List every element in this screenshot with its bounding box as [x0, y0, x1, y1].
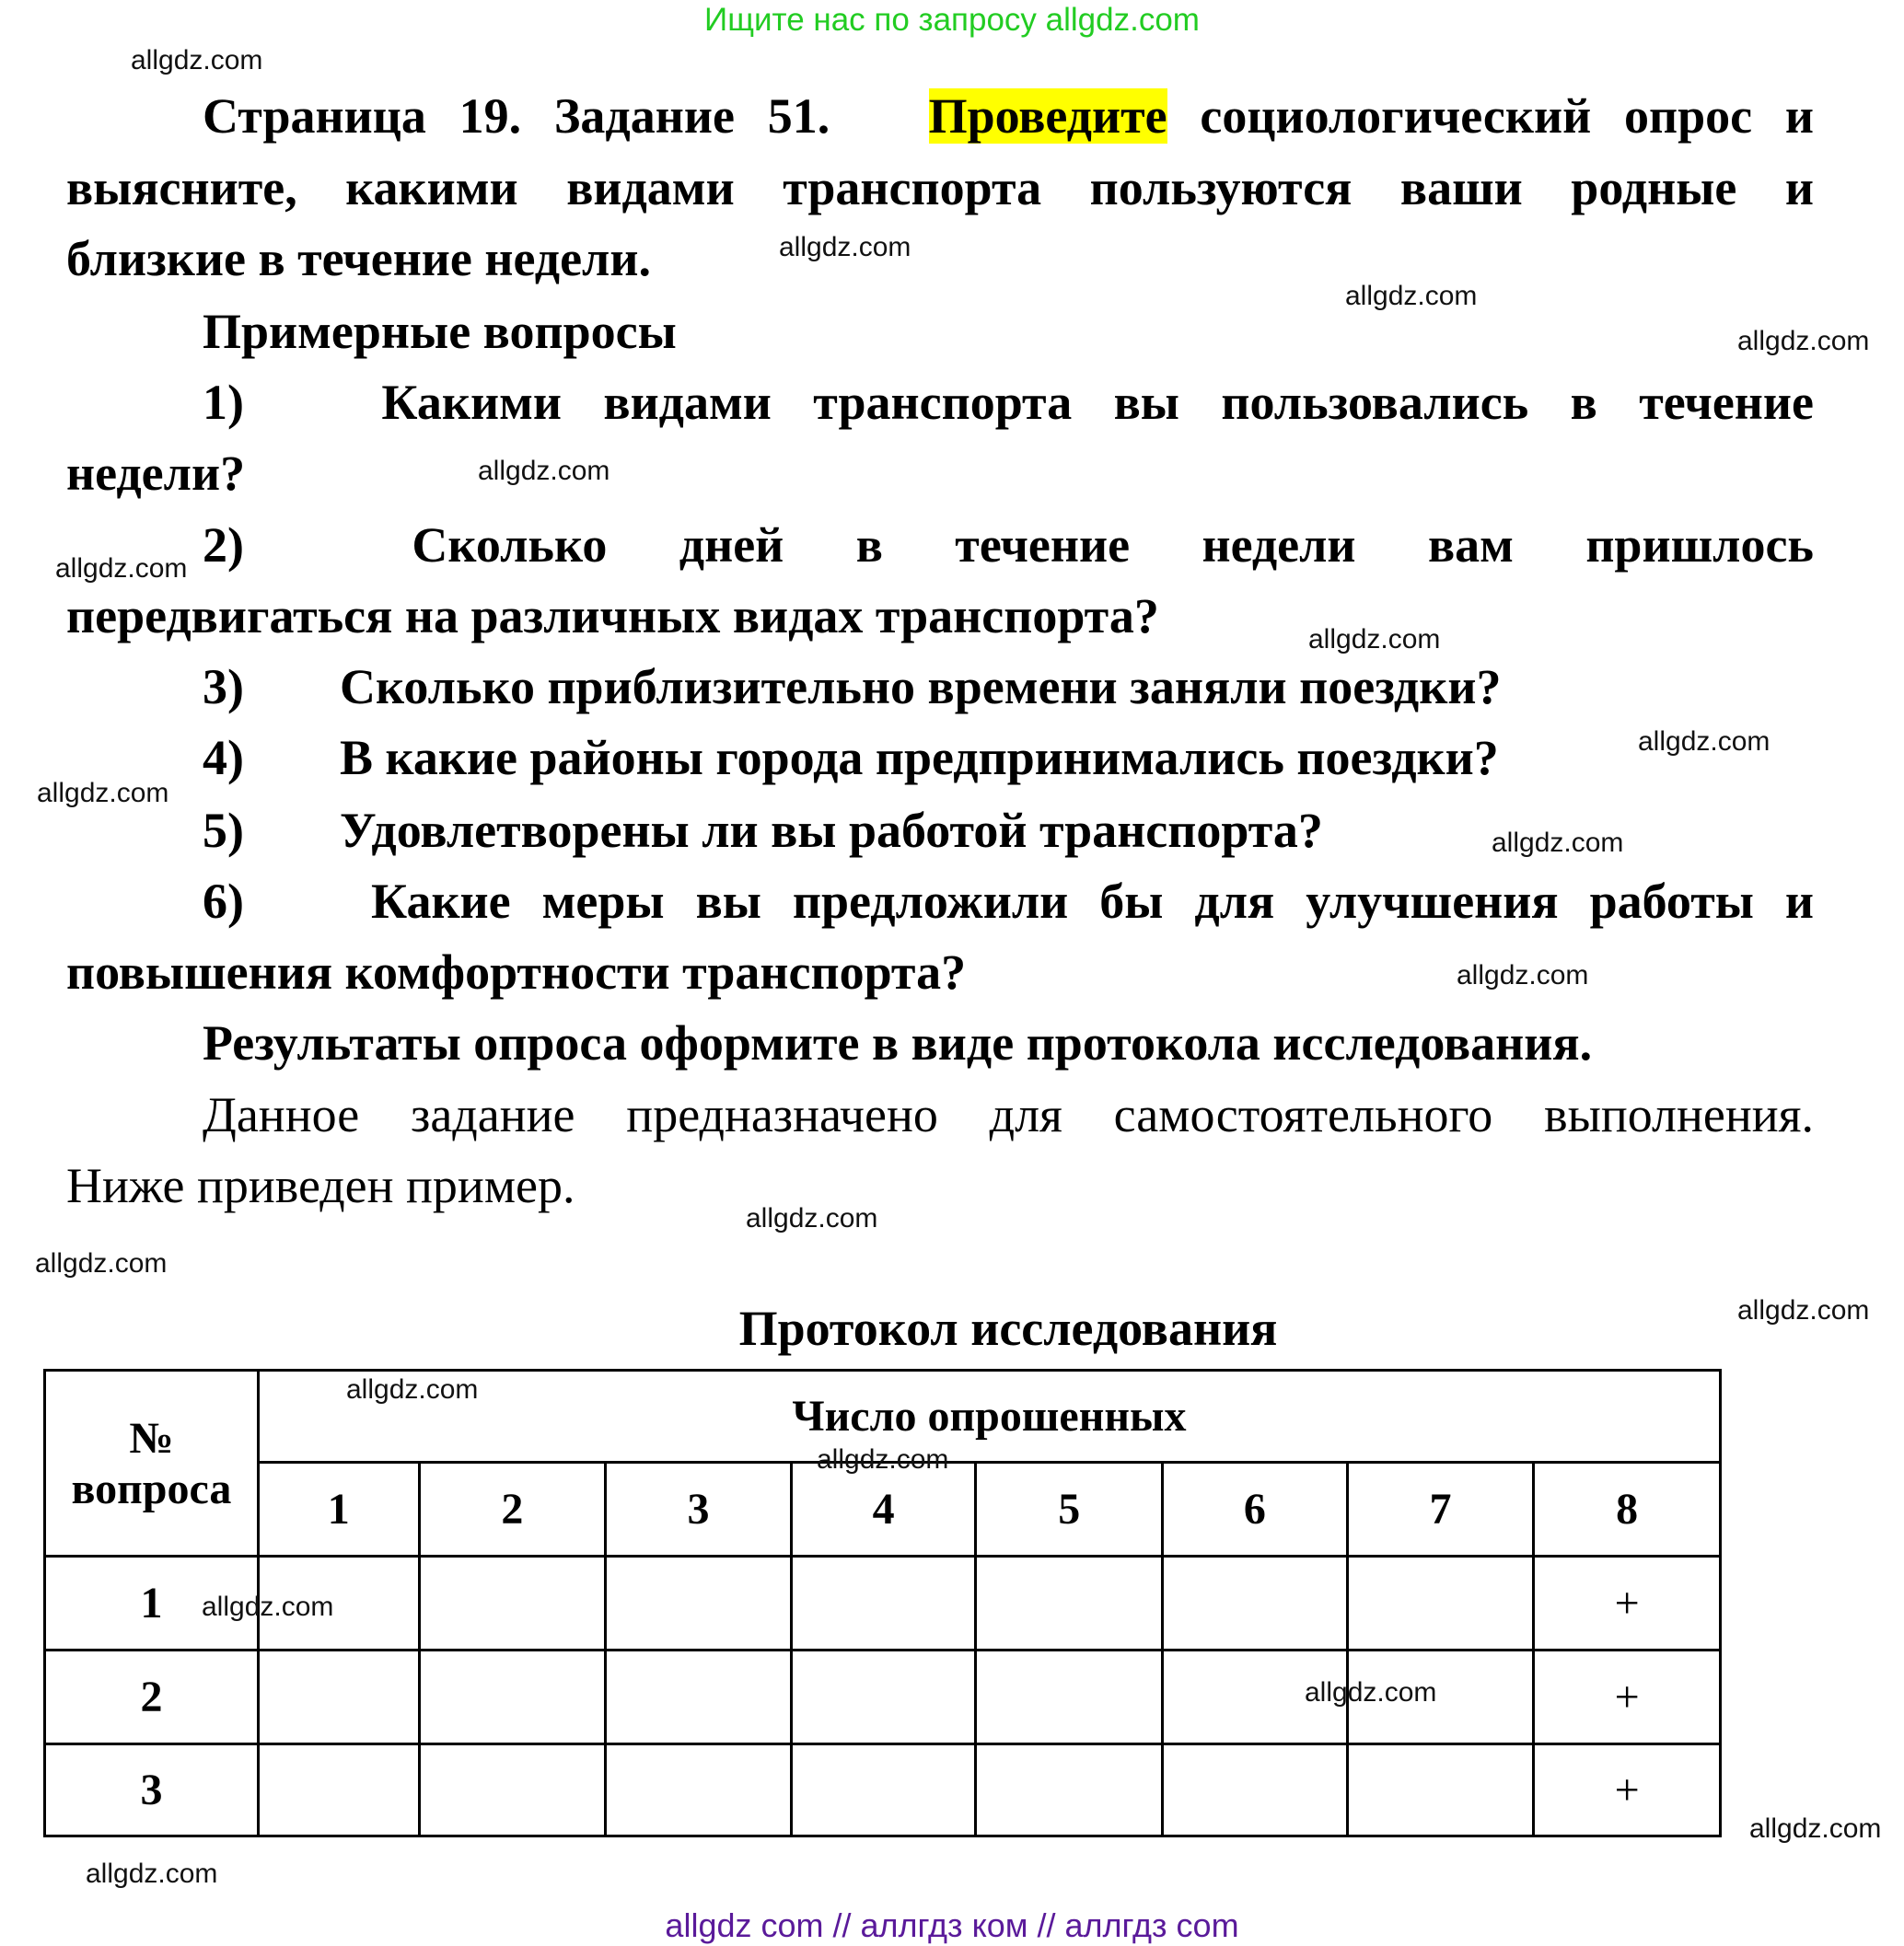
question-number: 3) [203, 659, 244, 714]
task-line-3: близкие в течение недели. [66, 231, 651, 286]
row-question: 2 [45, 1651, 259, 1744]
question-2-cont: передвигаться на различных видах транспорта? [66, 588, 1159, 643]
col-header: 3 [606, 1463, 792, 1557]
question-1-cont: недели? [66, 446, 246, 501]
question-3 [203, 659, 1501, 714]
col-header: 5 [976, 1463, 1163, 1557]
question-6 [203, 874, 1814, 929]
cell [419, 1744, 606, 1836]
note-line-2: Ниже приведен пример. [66, 1158, 575, 1213]
watermark: allgdz.com [35, 1248, 168, 1279]
cell [1347, 1557, 1534, 1651]
col-header: 2 [419, 1463, 606, 1557]
cell: + [1534, 1744, 1721, 1836]
table-row [45, 1651, 1721, 1744]
watermark: allgdz.com [817, 1444, 949, 1475]
col-header: 8 [1534, 1463, 1721, 1557]
watermark: allgdz.com [55, 553, 188, 584]
question-text: Какими видами транспорта вы пользовались в течение [381, 375, 1814, 430]
watermark: allgdz.com [1737, 1295, 1870, 1326]
cell [606, 1744, 792, 1836]
cell [258, 1651, 419, 1744]
question-4 [203, 730, 1499, 785]
question-text: Сколько приблизительно времени заняли поездки? [340, 659, 1502, 714]
cell: + [1534, 1651, 1721, 1744]
instruction: Результаты опроса оформите в виде протокола исследования. [203, 1015, 1593, 1071]
highlighted-word: Проведите [928, 88, 1167, 144]
cell [1163, 1744, 1348, 1836]
header-question-label: вопроса [71, 1464, 232, 1513]
task-heading: Страница 19. Задание 51. [203, 88, 830, 144]
question-text: Какие меры вы предложили бы для улучшения работы и [371, 874, 1814, 929]
cell [791, 1651, 976, 1744]
row-question: 1 [45, 1557, 259, 1651]
table-row [45, 1744, 1721, 1836]
col-header: 6 [1163, 1463, 1348, 1557]
question-text: Удовлетворены ли вы работой транспорта? [340, 803, 1323, 858]
watermark: allgdz.com [1457, 960, 1589, 990]
cell: + [1534, 1557, 1721, 1651]
task-line-1 [203, 88, 1814, 144]
header-respondents: Число опрошенных [258, 1371, 1720, 1463]
footer-links: allgdz com // аллгдз ком // аллгдз com [665, 1906, 1239, 1944]
question-2 [203, 517, 1814, 573]
watermark: allgdz.com [1345, 281, 1478, 311]
row-question: 3 [45, 1744, 259, 1836]
number-sign: № [129, 1413, 174, 1463]
col-header: 4 [791, 1463, 976, 1557]
watermark: allgdz.com [86, 1859, 218, 1889]
col-header: 1 [258, 1463, 419, 1557]
col-header: 7 [1347, 1463, 1534, 1557]
cell [258, 1744, 419, 1836]
question-text: В какие районы города предпринимались поездки? [340, 730, 1499, 785]
cell [791, 1557, 976, 1651]
cell [1347, 1744, 1534, 1836]
question-1 [203, 375, 1814, 430]
watermark: allgdz.com [1737, 326, 1870, 356]
watermark: allgdz.com [1305, 1677, 1437, 1708]
question-number: 1) [203, 375, 244, 430]
cell [976, 1744, 1163, 1836]
watermark: allgdz.com [131, 45, 263, 75]
cell [606, 1557, 792, 1651]
watermark: allgdz.com [1638, 726, 1770, 757]
question-number: 4) [203, 730, 244, 785]
watermark: allgdz.com [1492, 828, 1624, 858]
watermark: allgdz.com [202, 1592, 334, 1622]
watermark: allgdz.com [779, 232, 911, 262]
task-text: социологический опрос и [1200, 88, 1815, 144]
cell [419, 1651, 606, 1744]
cell [606, 1651, 792, 1744]
watermark: allgdz.com [746, 1203, 878, 1234]
question-6-cont: повышения комфортности транспорта? [66, 944, 967, 1000]
question-5 [203, 803, 1323, 858]
watermark: allgdz.com [37, 778, 169, 808]
questions-heading: Примерные вопросы [203, 304, 677, 359]
task-line-2: выясните, какими видами транспорта пользуются ваши родные и [66, 160, 1814, 215]
cell [1163, 1557, 1348, 1651]
cell [791, 1744, 976, 1836]
cell [976, 1557, 1163, 1651]
question-text: Сколько дней в течение недели вам пришлось [412, 517, 1814, 573]
watermark: allgdz.com [1749, 1813, 1882, 1844]
cell [419, 1557, 606, 1651]
watermark: allgdz.com [478, 456, 610, 486]
cell [976, 1651, 1163, 1744]
note-line-1: Данное задание предназначено для самостоятельного выполнения. [203, 1087, 1814, 1142]
question-number: 6) [203, 874, 244, 929]
question-number: 2) [203, 517, 244, 573]
question-number: 5) [203, 803, 244, 858]
search-banner: Ищите нас по запросу allgdz.com [704, 2, 1200, 38]
header-question-number [45, 1371, 259, 1557]
table-title: Протокол исследования [738, 1301, 1278, 1356]
watermark: allgdz.com [346, 1374, 479, 1405]
watermark: allgdz.com [1308, 624, 1441, 654]
